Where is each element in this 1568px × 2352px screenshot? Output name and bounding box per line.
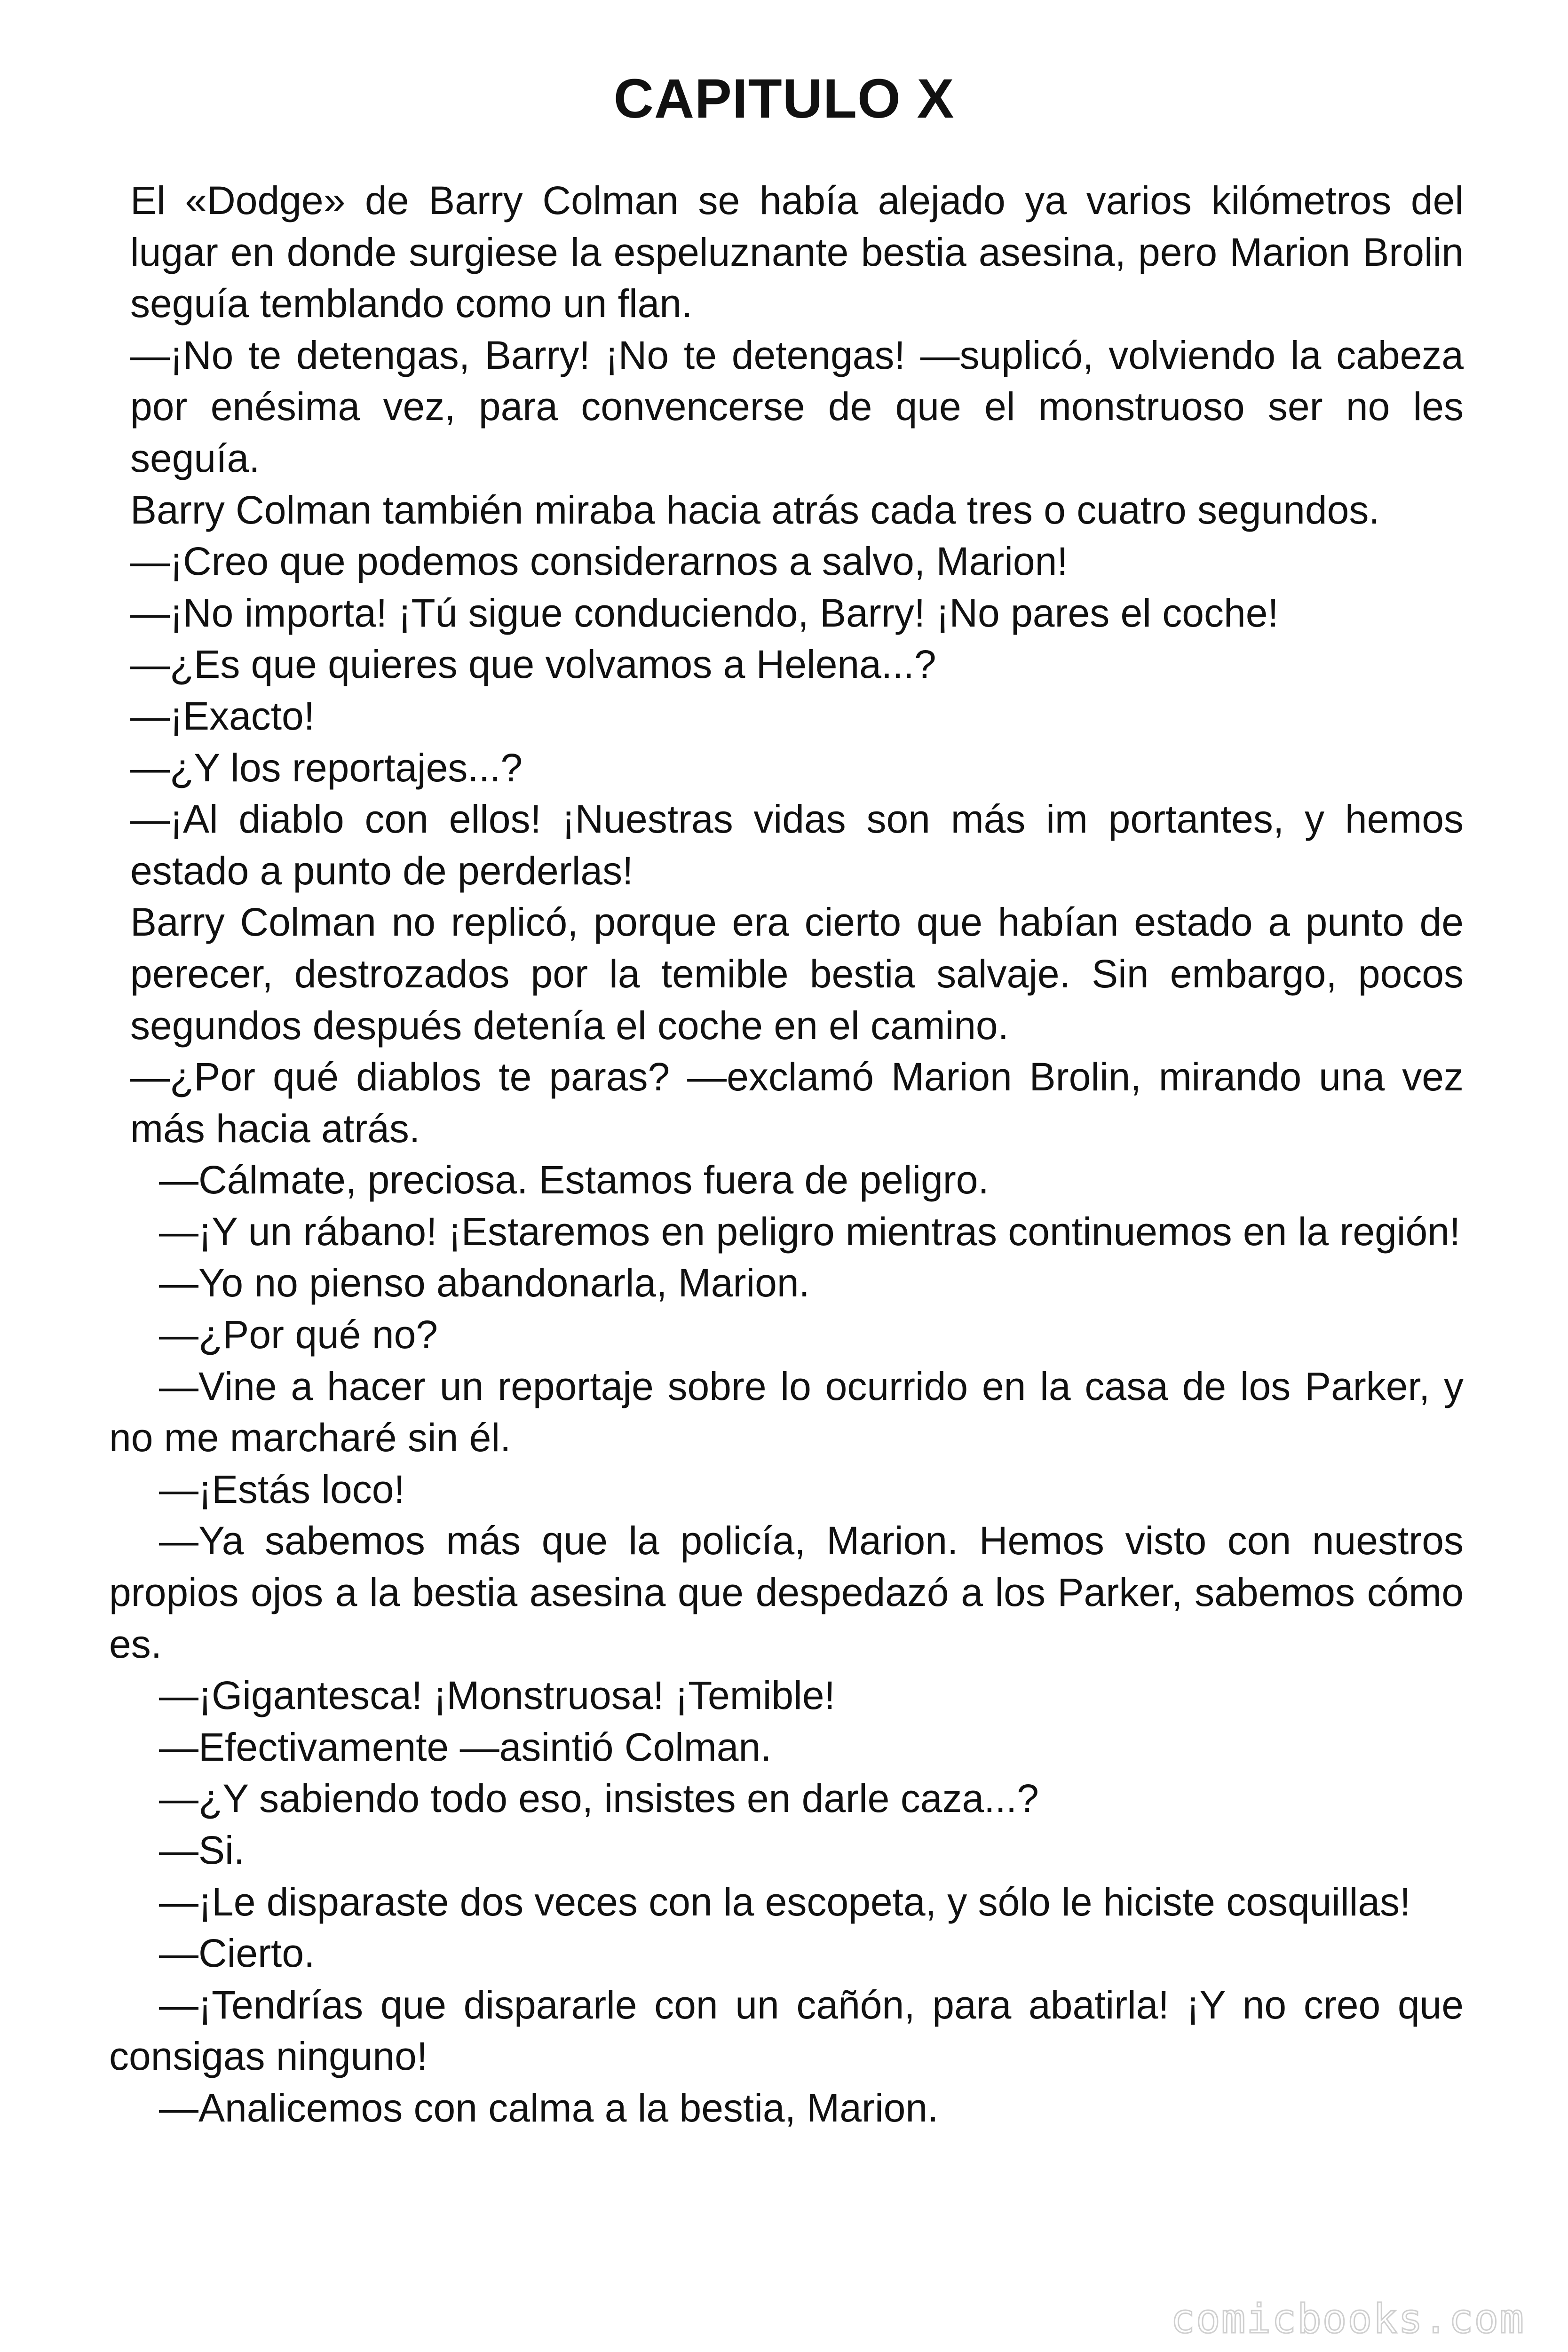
paragraph: —¡Estás loco! bbox=[159, 1467, 405, 1511]
paragraph: —¡No te detengas, Barry! ¡No te detengas! —suplicó, volviendo la cabeza por enésima vez, para convencerse de que el monstruoso ser no les seguía. bbox=[130, 333, 1464, 480]
paragraph: —¡Y un rábano! ¡Estaremos en peligro mientras continuemos en la región! bbox=[159, 1209, 1461, 1254]
paragraph: Barry Colman no replicó, porque era cierto que habían estado a punto de perecer, destrozados por la temible bestia salvaje. Sin embargo, pocos segundos después detenía el coche en el camino. bbox=[130, 900, 1464, 1048]
paragraph: —Ya sabemos más que la policía, Marion. Hemos visto con nuestros propios ojos a la bestia asesina que despedazó a los Parker, sabemos cómo es. bbox=[109, 1518, 1464, 1666]
paragraph: —¡Le disparaste dos veces con la escopeta, y sólo le hiciste cosquillas! bbox=[159, 1879, 1411, 1924]
paragraph: —¡Tendrías que dispararle con un cañón, para abatirla! ¡Y no creo que consigas ninguno! bbox=[109, 1982, 1464, 2079]
paragraph: Barry Colman también miraba hacia atrás cada tres o cuatro segundos. bbox=[130, 487, 1380, 532]
paragraph: El «Dodge» de Barry Colman se había alejado ya varios kilómetros del lugar en donde surgiese la espeluznante bestia asesina, pero Marion Brolin seguía temblando como un flan. bbox=[130, 178, 1464, 326]
paragraph: —¿Y sabiendo todo eso, insistes en darle caza...? bbox=[159, 1776, 1039, 1821]
paragraph: —Si. bbox=[159, 1828, 245, 1872]
paragraph: —Yo no pienso abandonarla, Marion. bbox=[159, 1261, 810, 1305]
paragraph: —¡Exacto! bbox=[130, 693, 315, 738]
paragraph: —¡Gigantesca! ¡Monstruosa! ¡Temible! bbox=[159, 1673, 835, 1718]
chapter-title: CAPITULO X bbox=[613, 68, 955, 130]
paragraph: —¡No importa! ¡Tú sigue conduciendo, Barry! ¡No pares el coche! bbox=[130, 590, 1279, 635]
paragraph: —¿Por qué diablos te paras? —exclamó Marion Brolin, mirando una vez más hacia atrás. bbox=[130, 1055, 1464, 1151]
paragraph: —Efectivamente —asintió Colman. bbox=[159, 1724, 772, 1769]
paragraph: —¿Por qué no? bbox=[159, 1312, 438, 1357]
paragraph: —Cálmate, preciosa. Estamos fuera de peligro. bbox=[159, 1158, 989, 1202]
paragraph: —¿Y los reportajes...? bbox=[130, 745, 523, 790]
watermark: comicbooks.com bbox=[1171, 2296, 1525, 2343]
paragraph: —¡Al diablo con ellos! ¡Nuestras vidas son más im portantes, y hemos estado a punto de perderlas! bbox=[130, 797, 1464, 893]
paragraph: —Vine a hacer un reportaje sobre lo ocurrido en la casa de los Parker, y no me marcharé sin él. bbox=[109, 1364, 1464, 1460]
body-text bbox=[109, 175, 1464, 2134]
paragraph: —Analicemos con calma a la bestia, Marion. bbox=[159, 2085, 939, 2130]
paragraph: —¿Es que quieres que volvamos a Helena...? bbox=[130, 642, 936, 687]
paragraph: —Cierto. bbox=[159, 1931, 315, 1976]
paragraph: —¡Creo que podemos considerarnos a salvo, Marion! bbox=[130, 539, 1068, 584]
